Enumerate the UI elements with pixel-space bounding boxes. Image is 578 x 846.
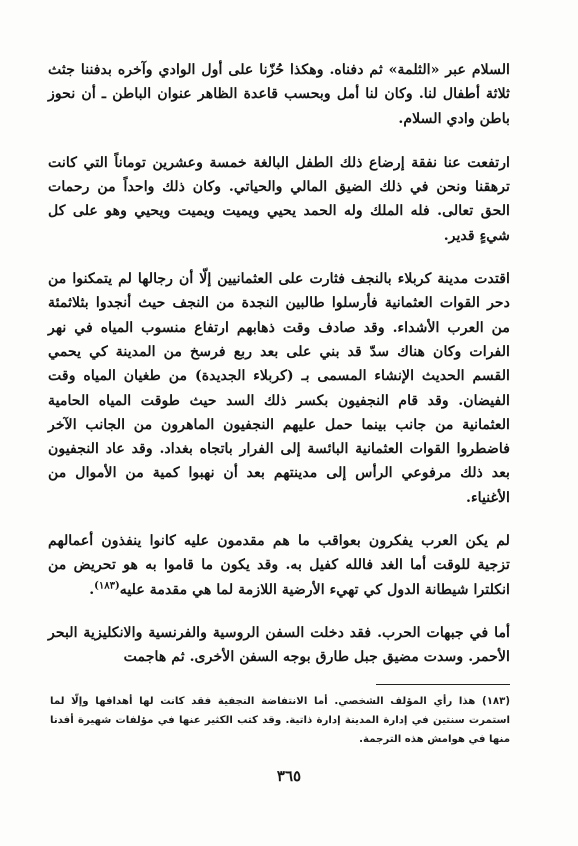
footnote-reference: (١٨٣) xyxy=(94,579,120,591)
paragraph-4: لم يكن العرب يفكرون بعواقب ما هم مقدمون عليه كانوا ينفذون أعمالهم تزجية للوقت أما الغد فالله كفيل به. وقد يكون ما قاموا به هو تحريض من انكلترا شيطانة الدول كي تهيء الأرضية اللازمة لما هي مقدمة عليه$^{(١٨٣)}$. xyxy=(48,533,510,598)
paragraph-3: اقتدت مدينة كربلاء بالنجف فثارت على العثمانيين إلّا أن رجالها لم يتمكنوا من دحر القوات العثمانية فأرسلوا طالبين النجدة من النجف حيث أنجدوا بثلاثمئة من العرب الأشداء. وقد صادف وقت ذهابهم ارتفاع منسوب المياه في نهر الفرات وكان هناك سدّ قد بني على بعد ربع فرسخ من المدينة كي يحمي القسم الحديث الإنشاء المسمى بـ (كربلاء الجديدة) من طغيان المياه وقت الفيضان. وقد قام النجفيون بكسر ذلك السد حيث طوقت المياه الحامية العثمانية من جانب بينما حمل عليهم النجفيون الماهرون من الجانب الآخر فاضطروا القوات العثمانية البائسة إلى الفرار باتجاه بغداد. وقد عاد النجفيون بعد ذلك مرفوعي الرأس إلى مدينتهم بعد أن نهبوا كمية من الأموال من الأغنياء. xyxy=(48,271,510,506)
paragraph-4-text: لم يكن العرب يفكرون بعواقب ما هم مقدمون عليه كانوا ينفذون أعمالهم تزجية للوقت أما الغد فالله كفيل به. وقد يكون ما قاموا به هو تحريض من انكلترا شيطانة الدول كي تهيء الأرضية اللازمة لما هي مقدمة عليه xyxy=(48,533,510,598)
page-number: ٣٦٥ xyxy=(276,767,302,785)
paragraph-1: السلام عبر «الثلمة» ثم دفناه. وهكذا حُزّنا على أول الوادي وآخره بدفننا جثث ثلاثة أطفال لنا. وكان لنا أمل وبحسب قاعدة الظاهر عنوان الباطن ـ أن نحوز باطن وادي السلام. xyxy=(48,62,510,127)
footnote: (١٨٣) هذا رأي المؤلف الشخصي. أما الانتفاضة النجفية فقد كانت لها أهدافها وإلّا لما استمرت سنتين في إدارة المدينة إدارة ذاتية. وقد كتب الكثير عنها في مؤلفات شهيرة أفدنا منها في هوامش هذه الترجمة. xyxy=(50,696,510,745)
footnote-divider xyxy=(376,684,510,685)
paragraph-2: ارتفعت عنا نفقة إرضاع ذلك الطفل البالغة خمسة وعشرين توماناً التي كانت ترهقنا ونحن في ذلك الضيق المالي والحياتي. وكان ذلك واحداً من رحمات الحق تعالى. فله الملك وله الحمد يحيي ويميت ويميت ويحيي وهو على كل شيءٍ قدير. xyxy=(48,154,510,244)
paragraph-5: أما في جبهات الحرب. فقد دخلت السفن الروسية والفرنسية والانكليزية البحر الأحمر. وسدت مضيق جبل طارق بوجه السفن الأخرى. ثم هاجمت xyxy=(48,624,510,666)
main-text xyxy=(48,58,510,689)
